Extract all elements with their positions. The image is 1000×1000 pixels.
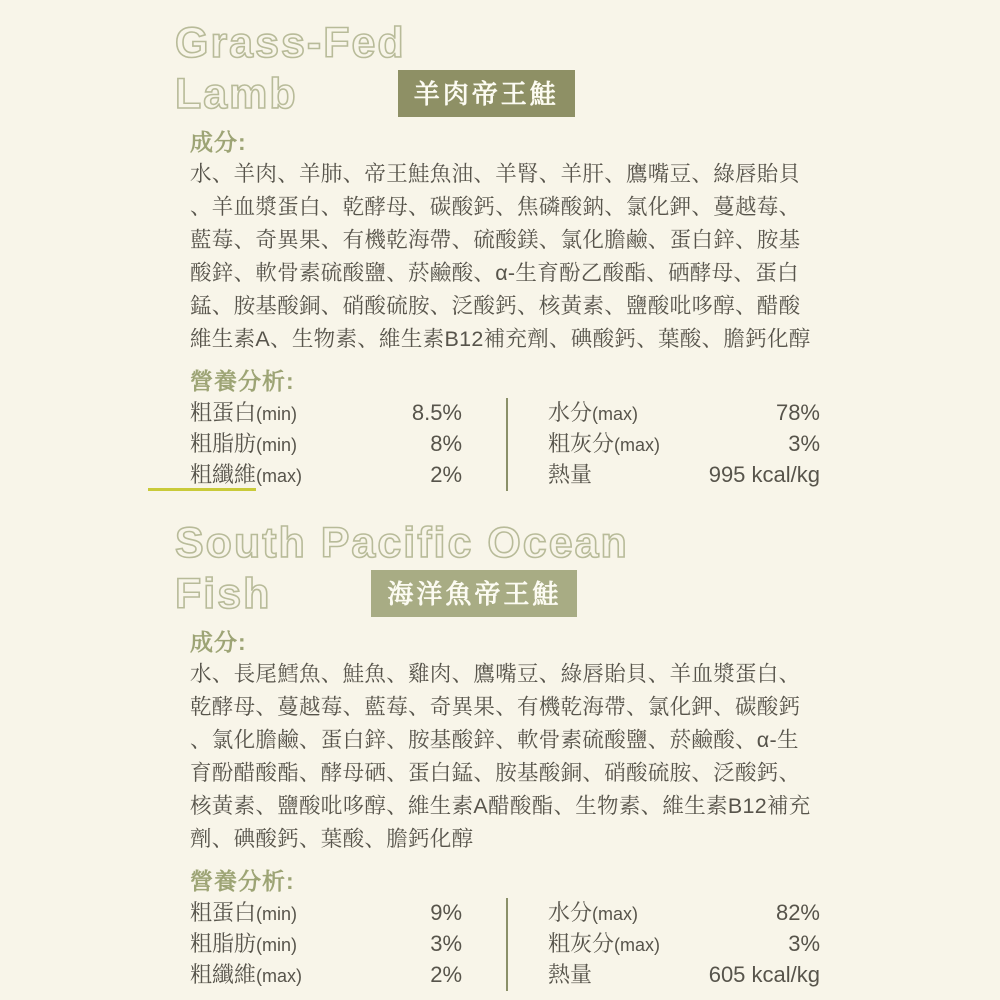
ingredients-heading: 成分: [190, 629, 247, 655]
nutrition-row [548, 398, 820, 429]
nutrient-qualifier: (min) [256, 904, 298, 924]
nutrient-qualifier: (min) [256, 935, 298, 955]
nutrient-value: 3% [788, 431, 820, 456]
nutrient-qualifier: (min) [256, 435, 298, 455]
nutrient-label: 粗纖維 [190, 962, 257, 987]
nutrition-row [548, 460, 820, 491]
nutrition-row [190, 460, 462, 491]
nutrition-table [190, 898, 820, 991]
column-divider [506, 898, 508, 991]
product-title-en-line2: Lamb [175, 69, 298, 118]
nutrient-label: 粗蛋白 [190, 400, 257, 425]
nutrition-row [190, 898, 462, 929]
section-divider-line [148, 488, 256, 491]
nutrient-qualifier: (max) [256, 466, 303, 486]
nutrient-label: 粗纖維 [190, 462, 257, 487]
nutrient-label: 粗蛋白 [190, 900, 257, 925]
nutrient-value: 995 kcal/kg [708, 462, 820, 487]
nutrition-row [190, 429, 462, 460]
product-badge-zh: 海洋魚帝王鮭 [371, 570, 577, 617]
ingredients-heading: 成分: [190, 129, 247, 155]
nutrient-qualifier: (max) [614, 435, 661, 455]
analysis-heading: 營養分析: [190, 368, 295, 394]
nutrition-column-left [190, 898, 462, 991]
nutrition-column-right [548, 398, 820, 491]
nutrition-row [190, 929, 462, 960]
nutrient-value: 8.5% [411, 400, 462, 425]
nutrition-row [190, 960, 462, 991]
product-title-en-line1: South Pacific Ocean [175, 519, 629, 567]
product-title-en-line2: Fish [175, 569, 272, 618]
section-south-pacific-ocean-fish [175, 520, 830, 991]
nutrition-table [190, 398, 820, 491]
nutrient-label: 粗灰分 [548, 431, 615, 456]
nutrition-column-right [548, 898, 820, 991]
nutrient-value: 78% [775, 400, 820, 425]
analysis-heading: 營養分析: [190, 868, 295, 894]
nutrient-value: 3% [788, 931, 820, 956]
title-row [175, 70, 830, 117]
product-title-en-line1: Grass-Fed [175, 19, 406, 67]
nutrient-value: 3% [430, 931, 462, 956]
nutrient-label: 熱量 [548, 962, 593, 987]
nutrient-label: 水分 [548, 900, 593, 925]
nutrient-qualifier: (min) [256, 404, 298, 424]
section-body [175, 629, 820, 991]
nutrient-label: 熱量 [548, 462, 593, 487]
nutrient-value: 82% [775, 900, 820, 925]
nutrient-value: 2% [430, 962, 462, 987]
nutrient-value: 605 kcal/kg [708, 962, 820, 987]
nutrient-label: 粗脂肪 [190, 431, 257, 456]
nutrient-value: 2% [430, 462, 462, 487]
nutrition-row [548, 960, 820, 991]
nutrition-row [190, 398, 462, 429]
section-body [175, 129, 820, 491]
nutrition-row [548, 429, 820, 460]
nutrient-qualifier: (max) [256, 966, 303, 986]
nutrient-label: 粗脂肪 [190, 931, 257, 956]
ingredients-text: 水、長尾鱈魚、鮭魚、雞肉、鷹嘴豆、綠唇貽貝、羊血漿蛋白、乾酵母、蔓越莓、藍莓、奇異果、有機乾海帶、氯化鉀、碳酸鈣、氯化膽鹼、蛋白鋅、胺基酸鋅、軟骨素硫酸鹽、菸鹼酸、α-生育酚醋酸酯、酵母硒、蛋白錳、胺基酸銅、硝酸硫胺、泛酸鈣、核黃素、鹽酸吡哆醇、維生素A醋酸酯、生物素、維生素B12補充劑、碘酸鈣、葉酸、膽鈣化醇 [190, 662, 811, 851]
nutrient-value: 9% [430, 900, 462, 925]
section-grass-fed-lamb [175, 20, 830, 491]
nutrition-column-left [190, 398, 462, 491]
nutrient-qualifier: (max) [592, 404, 639, 424]
nutrient-label: 粗灰分 [548, 931, 615, 956]
nutrition-row [548, 929, 820, 960]
nutrient-qualifier: (max) [614, 935, 661, 955]
product-badge-zh: 羊肉帝王鮭 [398, 70, 575, 117]
nutrient-label: 水分 [548, 400, 593, 425]
nutrient-qualifier: (max) [592, 904, 639, 924]
ingredients-text: 水、羊肉、羊肺、帝王鮭魚油、羊腎、羊肝、鷹嘴豆、綠唇貽貝、羊血漿蛋白、乾酵母、碳酸鈣、焦磷酸鈉、氯化鉀、蔓越莓、藍莓、奇異果、有機乾海帶、硫酸鎂、氯化膽鹼、蛋白鋅、胺基酸鋅、軟骨素硫酸鹽、菸鹼酸、α-生育酚乙酸酯、硒酵母、蛋白錳、胺基酸銅、硝酸硫胺、泛酸鈣、核黃素、鹽酸吡哆醇、醋酸維生素A、生物素、維生素B12補充劑、碘酸鈣、葉酸、膽鈣化醇 [190, 162, 811, 351]
nutrition-row [548, 898, 820, 929]
column-divider [506, 398, 508, 491]
title-row [175, 570, 830, 617]
nutrient-value: 8% [430, 431, 462, 456]
